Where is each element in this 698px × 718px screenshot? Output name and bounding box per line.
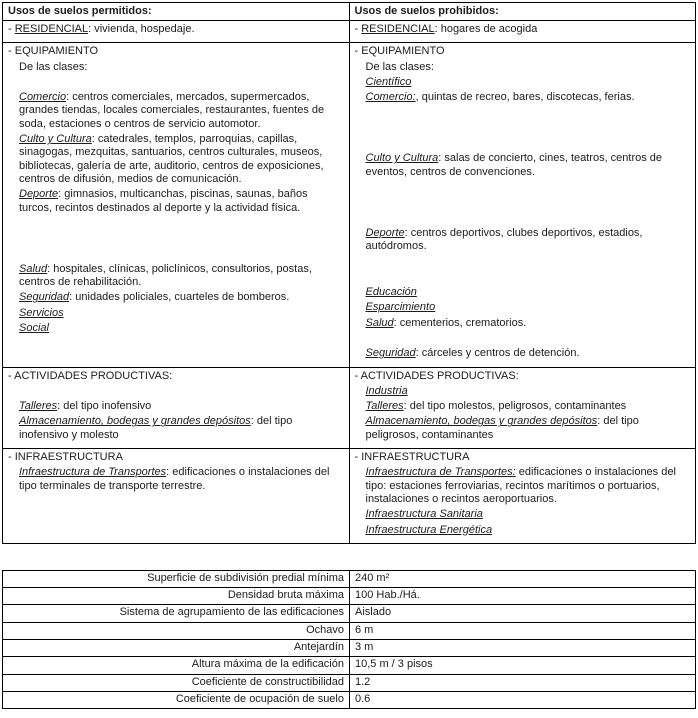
text-run: : centros deportivos, clubes deportivos, estadios, autódromos. bbox=[365, 226, 643, 253]
paragraph bbox=[8, 291, 336, 304]
emphasized-term: Social bbox=[19, 321, 49, 334]
paragraph bbox=[8, 400, 336, 413]
text-run: : gimnasios, multicanchas, piscinas, saunas, baños turcos, recintos destinados al deporte y la actividad física. bbox=[19, 188, 308, 214]
parameter-row bbox=[3, 622, 696, 639]
paragraph bbox=[8, 188, 336, 215]
text-run: : cementerios, crematorios. bbox=[393, 316, 527, 329]
emphasized-term: Almacenamiento, bodegas y grandes depósitos bbox=[365, 415, 598, 428]
emphasized-term: Talleres bbox=[365, 400, 404, 413]
dash-bullet: - bbox=[8, 369, 15, 382]
prohibited-uses-header: Usos de suelos prohibidos: bbox=[354, 5, 499, 17]
permitted-uses-header: Usos de suelos permitidos: bbox=[8, 5, 152, 17]
prohibited-equipamiento-cell bbox=[349, 43, 696, 367]
emphasized-term: Esparcimiento bbox=[365, 301, 436, 314]
parameter-label: Coeficiente de ocupación de suelo bbox=[3, 691, 350, 708]
paragraph bbox=[8, 91, 336, 131]
dash-bullet: - bbox=[354, 451, 362, 464]
blank-line bbox=[8, 385, 336, 398]
parameter-label: Altura máxima de la edificación bbox=[3, 657, 350, 674]
emphasized-term: Culto y Cultura bbox=[19, 133, 92, 146]
infraestructura-row bbox=[3, 449, 696, 544]
text-run: : centros comerciales, mercados, supermercados, grandes tiendas, locales comerciales, restaurantes, fuentes de soda, estaciones o centros de servicio automotor. bbox=[19, 91, 325, 130]
parameter-label: Densidad bruta máxima bbox=[3, 588, 350, 605]
paragraph bbox=[355, 286, 683, 299]
text-run: : vivienda, hospedaje. bbox=[88, 23, 195, 35]
paragraph bbox=[355, 370, 683, 383]
emphasized-term: Infraestructura de Transportes: bbox=[365, 466, 516, 479]
emphasized-term: Comercio bbox=[19, 91, 67, 104]
paragraph bbox=[8, 133, 336, 186]
emphasized-term: Seguridad bbox=[365, 347, 416, 360]
parameter-row bbox=[3, 657, 696, 674]
emphasized-term: Deporte bbox=[19, 188, 59, 201]
parameter-value: 0.6 bbox=[350, 691, 696, 708]
text-run: : salas de concierto, cines, teatros, centros de eventos, centros de convenciones. bbox=[365, 152, 663, 178]
text-run: : hospitales, clínicas, policlínicos, consultorios, postas, centros de rehabilitación. bbox=[19, 262, 312, 289]
text-run: ACTIVIDADES PRODUCTIVAS: bbox=[360, 369, 519, 382]
dash-bullet: - bbox=[8, 45, 15, 58]
parameters-table-body bbox=[3, 570, 696, 708]
paragraph bbox=[8, 61, 336, 74]
parameter-value: 240 m² bbox=[350, 570, 696, 587]
text-run: edificaciones o instalaciones del tipo: estaciones ferroviarias, recintos marítimos o portuarios, instalaciones o recintos aeroportuarios. bbox=[365, 466, 676, 505]
permitted-residencial-cell bbox=[3, 21, 350, 43]
blank-line bbox=[8, 217, 336, 230]
blank-line bbox=[355, 122, 683, 135]
parameter-label: Ochavo bbox=[3, 622, 350, 639]
blank-line bbox=[355, 196, 683, 209]
paragraph bbox=[355, 61, 683, 74]
parameter-value: 10,5 m / 3 pisos bbox=[350, 657, 696, 674]
parameter-row bbox=[3, 605, 696, 622]
parameter-row bbox=[3, 639, 696, 656]
blank-line bbox=[8, 247, 336, 260]
parameter-row bbox=[3, 691, 696, 708]
paragraph bbox=[355, 347, 683, 360]
blank-line bbox=[355, 212, 683, 225]
paragraph bbox=[355, 400, 683, 413]
paragraph bbox=[8, 415, 336, 442]
parameter-label: Coeficiente de constructibilidad bbox=[3, 674, 350, 691]
paragraph bbox=[8, 370, 336, 383]
emphasized-term: Industria bbox=[365, 384, 408, 397]
paragraph bbox=[355, 91, 683, 104]
emphasized-term: Salud bbox=[365, 316, 394, 329]
parameter-label: Antejardín bbox=[3, 639, 350, 656]
emphasized-term: RESIDENCIAL bbox=[14, 23, 89, 35]
emphasized-term: Culto y Cultura bbox=[365, 152, 439, 165]
text-run: De las clases: bbox=[19, 60, 88, 73]
permitted-equipamiento-cell bbox=[3, 43, 350, 367]
emphasized-term: Talleres bbox=[19, 400, 58, 413]
equipamiento-row bbox=[3, 43, 696, 367]
residencial-row bbox=[3, 21, 696, 43]
paragraph bbox=[355, 508, 683, 521]
text-run: : del tipo peligrosos, contaminantes bbox=[365, 415, 639, 441]
text-run: EQUIPAMIENTO bbox=[361, 45, 445, 58]
prohibited-residencial-cell bbox=[349, 21, 696, 43]
paragraph bbox=[355, 317, 683, 330]
parameter-value: 6 m bbox=[350, 622, 696, 639]
emphasized-term: Salud bbox=[19, 262, 48, 275]
text-run: , quintas de recreo, bares, discotecas, ferias. bbox=[415, 91, 635, 104]
paragraph bbox=[8, 466, 336, 493]
paragraph bbox=[355, 45, 683, 58]
blank-line bbox=[355, 181, 683, 194]
paragraph bbox=[355, 385, 683, 398]
dash-bullet: - bbox=[354, 23, 362, 35]
blank-line bbox=[355, 106, 683, 119]
land-use-header-row bbox=[3, 3, 696, 21]
blank-line bbox=[8, 76, 336, 89]
text-run: : edificaciones o instalaciones del tipo terminales de transporte terrestre. bbox=[19, 466, 330, 492]
actividades-productivas-row bbox=[3, 367, 696, 448]
paragraph bbox=[8, 45, 336, 58]
parameter-label: Superficie de subdivisión predial mínima bbox=[3, 570, 350, 587]
text-run: : del tipo inofensivo bbox=[57, 400, 152, 413]
paragraph bbox=[8, 322, 336, 335]
dash-bullet: - bbox=[8, 23, 15, 35]
blank-line bbox=[355, 271, 683, 284]
parameter-row bbox=[3, 674, 696, 691]
blank-line bbox=[355, 332, 683, 345]
paragraph bbox=[355, 76, 683, 89]
dash-bullet: - bbox=[354, 45, 362, 58]
paragraph bbox=[355, 301, 683, 314]
text-run: : del tipo molestos, peligrosos, contaminantes bbox=[403, 400, 627, 413]
paragraph bbox=[355, 152, 683, 179]
text-run: : catedrales, templos, parroquias, capillas, sinagogas, mezquitas, santuarios, centros culturales, museos, bibliotecas, galería de arte, auditorio, centros de exposiciones, centros de difusión, medios de comunicación. bbox=[19, 133, 324, 185]
permitted-actividades-cell bbox=[3, 367, 350, 448]
text-run: INFRAESTRUCTURA bbox=[14, 451, 123, 464]
text-run: INFRAESTRUCTURA bbox=[361, 451, 470, 464]
parameters-table bbox=[2, 570, 696, 709]
text-run: : del tipo inofensivo y molesto bbox=[19, 415, 293, 441]
text-run: : cárceles y centros de detención. bbox=[415, 347, 580, 360]
parameter-row bbox=[3, 570, 696, 587]
permitted-uses-header-cell bbox=[3, 3, 350, 21]
text-run: EQUIPAMIENTO bbox=[14, 45, 99, 58]
blank-line bbox=[8, 232, 336, 245]
dash-bullet: - bbox=[354, 369, 361, 382]
paragraph bbox=[8, 263, 336, 290]
text-run: De las clases: bbox=[365, 60, 434, 73]
emphasized-term: Almacenamiento, bodegas y grandes depósitos bbox=[19, 415, 251, 428]
prohibited-infraestructura-cell bbox=[349, 449, 696, 544]
blank-line bbox=[355, 137, 683, 150]
parameter-row bbox=[3, 588, 696, 605]
parameter-value: 3 m bbox=[350, 639, 696, 656]
emphasized-term: Deporte bbox=[365, 226, 405, 239]
paragraph bbox=[355, 227, 683, 254]
emphasized-term: Servicios bbox=[19, 306, 64, 319]
emphasized-term: Infraestructura Energética bbox=[365, 523, 493, 536]
emphasized-term: Seguridad bbox=[19, 291, 70, 304]
land-use-table bbox=[2, 2, 696, 544]
parameter-label: Sistema de agrupamiento de las edificaciones bbox=[3, 605, 350, 622]
parameter-value: Aislado bbox=[350, 605, 696, 622]
text-run: : hogares de acogida bbox=[434, 23, 538, 35]
emphasized-term: Educación bbox=[365, 286, 417, 299]
text-run: ACTIVIDADES PRODUCTIVAS: bbox=[14, 369, 173, 382]
emphasized-term: Infraestructura de Transportes bbox=[19, 466, 167, 479]
paragraph bbox=[355, 23, 683, 36]
blank-line bbox=[355, 255, 683, 268]
parameter-value: 1.2 bbox=[350, 674, 696, 691]
paragraph bbox=[8, 23, 336, 36]
emphasized-term: Infraestructura Sanitaria bbox=[365, 508, 483, 521]
prohibited-uses-header-cell bbox=[349, 3, 696, 21]
paragraph bbox=[355, 415, 683, 442]
paragraph bbox=[355, 466, 683, 506]
paragraph bbox=[355, 524, 683, 537]
parameter-value: 100 Hab./Há. bbox=[350, 588, 696, 605]
paragraph bbox=[8, 451, 336, 464]
paragraph bbox=[355, 451, 683, 464]
paragraph bbox=[8, 307, 336, 320]
permitted-infraestructura-cell bbox=[3, 449, 350, 544]
emphasized-term: Científico bbox=[365, 75, 412, 88]
dash-bullet: - bbox=[8, 451, 15, 464]
text-run: : unidades policiales, cuarteles de bomberos. bbox=[69, 291, 290, 304]
emphasized-term: RESIDENCIAL bbox=[361, 23, 435, 35]
prohibited-actividades-cell bbox=[349, 367, 696, 448]
emphasized-term: Comercio: bbox=[365, 91, 416, 104]
